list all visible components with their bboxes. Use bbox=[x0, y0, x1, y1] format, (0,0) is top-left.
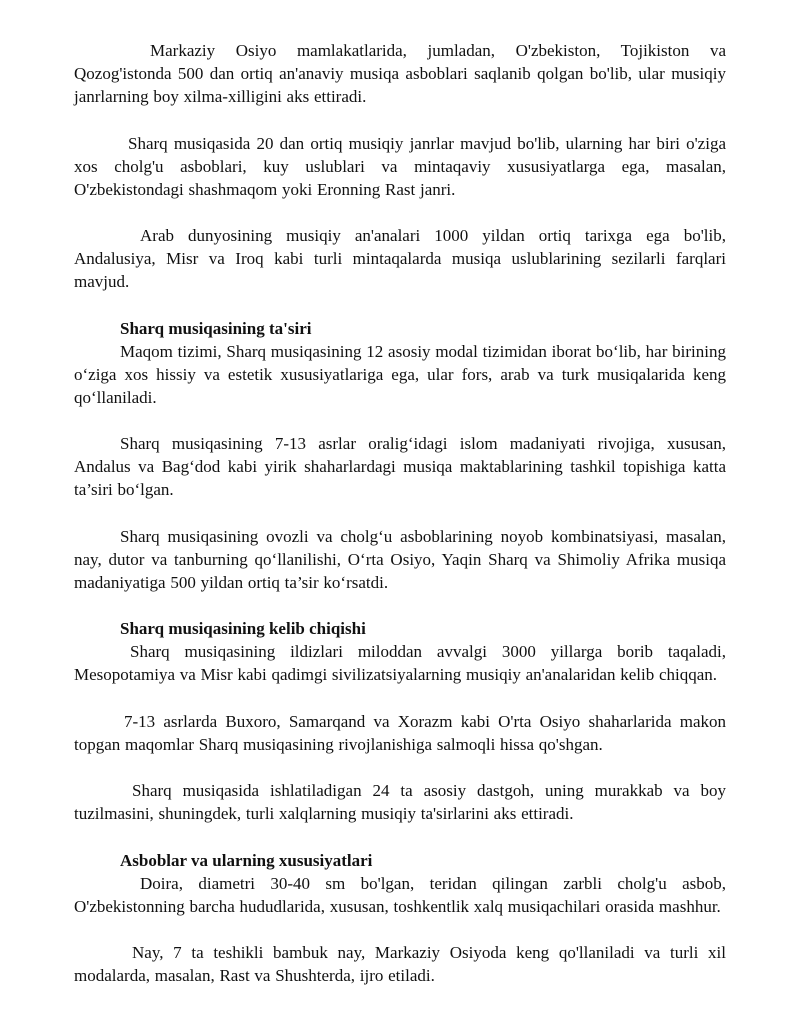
paragraph: Doira, diametri 30-40 sm bo'lgan, teridan qilingan zarbli cholg'u asbob, O'zbekistonning barcha hududlarida, xususan, toshkentlik xalq musiqachilari orasida mashhur. bbox=[74, 873, 726, 916]
paragraph: 7-13 asrlarda Buxoro, Samarqand va Xorazm kabi O'rta Osiyo shaharlarida makon topgan maqomlar Sharq musiqasining rivojlanishiga salmoqli hissa qo'shgan. bbox=[74, 711, 726, 754]
paragraph: Sharq musiqasining ildizlari miloddan avvalgi 3000 yillarga borib taqaladi, Mesopotamiya va Misr kabi qadimgi sivilizatsiyalarning musiqiy an'analaridan kelib chiqqan. bbox=[74, 642, 726, 684]
paragraph: Arab dunyosining musiqiy an'analari 1000 yildan ortiq tarixga ega bo'lib, Andalusiya, Misr va Iroq kabi turli mintaqalarda musiqa uslublarining sezilarli farqlari mavjud. bbox=[74, 226, 726, 291]
paragraph: Sharq musiqasining ovozli va cholg‘u asboblarining noyob kombinatsiyasi, masalan, nay, dutor va tanburning qo‘llanilishi, O‘rta Osiyo, Yaqin Sharq va Shimoliy Afrika musiqa madaniyatiga 500 yildan ortiq ta’sir ko‘rsatdi. bbox=[74, 526, 726, 592]
section-heading: Sharq musiqasining kelib chiqishi bbox=[120, 619, 366, 638]
paragraph: Nay, 7 ta teshikli bambuk nay, Markaziy Osiyoda keng qo'llaniladi va turli xil modalarda, masalan, Rast va Shushterda, ijro etiladi. bbox=[74, 943, 726, 985]
document-page bbox=[74, 39, 726, 987]
section-heading: Sharq musiqasining ta'siri bbox=[120, 318, 312, 338]
section-heading: Asboblar va ularning xususiyatlari bbox=[120, 850, 373, 870]
paragraph: Sharq musiqasining 7-13 asrlar oralig‘idagi islom madaniyati rivojiga, xususan, Andalus va Bag‘dod kabi yirik shaharlardagi musiqa maktablarining tashkil topishiga katta ta’siri bo‘lgan. bbox=[74, 434, 726, 499]
paragraph: Sharq musiqasida 20 dan ortiq musiqiy janrlar mavjud bo'lib, ularning har biri o'ziga xos cholg'u asboblari, kuy uslublari va mintaqaviy xususiyatlarga ega, masalan, O'zbekistondagi shashmaqom yoki Eronning Rast janri. bbox=[74, 133, 726, 199]
paragraph: Maqom tizimi, Sharq musiqasining 12 asosiy modal tizimidan iborat bo‘lib, har birining o‘ziga xos hissiy va estetik xususiyatlariga ega, ular fors, arab va turk musiqalarida keng qo‘llaniladi. bbox=[74, 341, 726, 407]
paragraph: Markaziy Osiyo mamlakatlarida, jumladan, O'zbekiston, Tojikiston va Qozog'istonda 500 dan ortiq an'anaviy musiqa asboblari saqlanib qolgan bo'lib, ular musiqiy janrlarning boy xilma-xilligini aks ettiradi. bbox=[74, 41, 726, 106]
paragraph: Sharq musiqasida ishlatiladigan 24 ta asosiy dastgoh, uning murakkab va boy tuzilmasini, shuningdek, turli xalqlarning musiqiy ta'sirlarini aks ettiradi. bbox=[74, 781, 726, 823]
